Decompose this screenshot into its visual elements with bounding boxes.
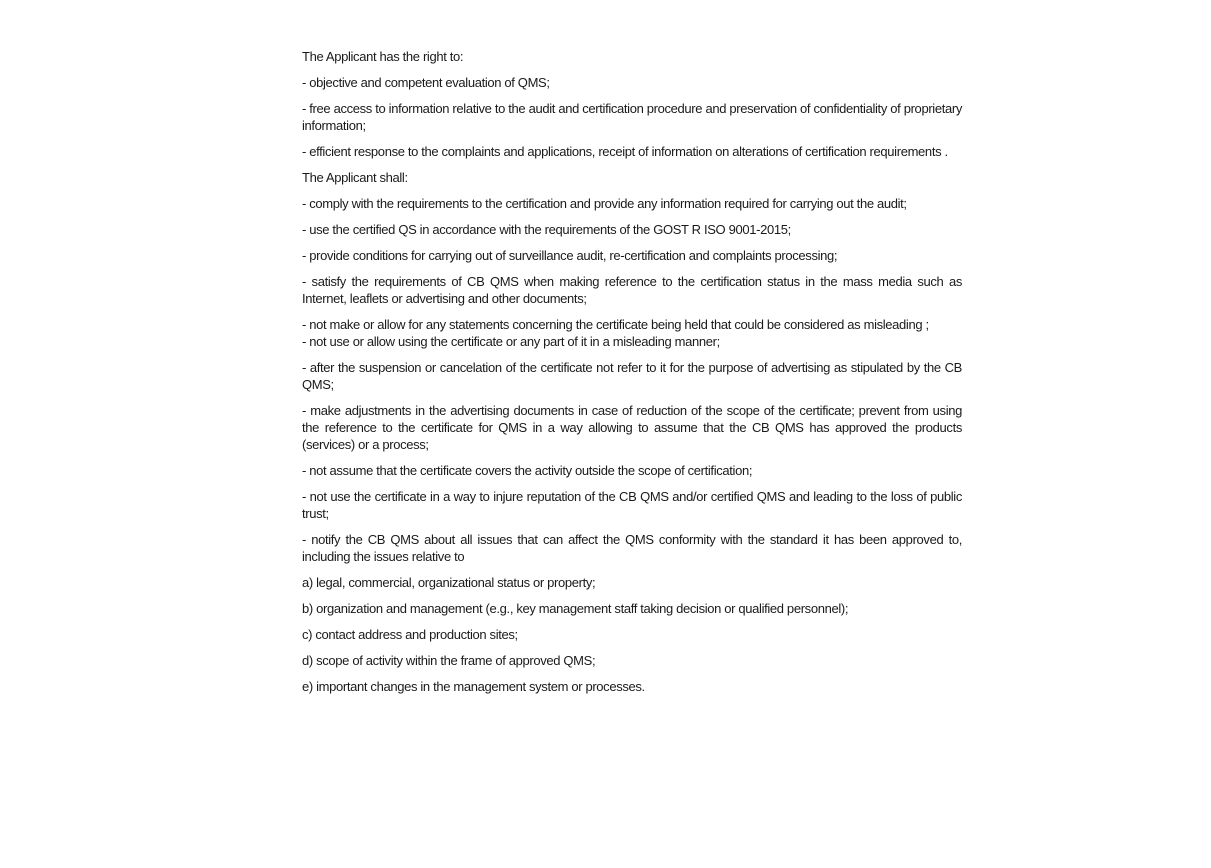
rights-heading: The Applicant has the right to: <box>302 49 464 64</box>
right-item: - efficient response to the complaints and applications, receipt of information on alterations of certification requirements . <box>302 144 948 159</box>
obligation-item: - comply with the requirements to the certification and provide any information required for carrying out the audit; <box>302 196 907 211</box>
obligation-item: - not make or allow for any statements concerning the certificate being held that could be considered as misleading ; <box>302 317 929 332</box>
sub-item: d) scope of activity within the frame of approved QMS; <box>302 653 596 668</box>
sub-item: b) organization and management (e.g., key management staff taking decision or qualified personnel); <box>302 601 849 616</box>
obligation-item: - use the certified QS in accordance with the requirements of the GOST R ISO 9001-2015; <box>302 222 791 237</box>
obligation-item: - notify the CB QMS about all issues that can affect the QMS conformity with the standard it has been approved to, including the issues relative to <box>302 532 962 564</box>
obligation-item: - after the suspension or cancelation of the certificate not refer to it for the purpose of advertising as stipulated by the CB QMS; <box>302 360 962 392</box>
obligation-item: - not use or allow using the certificate or any part of it in a misleading manner; <box>302 334 720 349</box>
obligation-item: - not use the certificate in a way to injure reputation of the CB QMS and/or certified QMS and leading to the loss of public trust; <box>302 489 962 521</box>
obligation-item: - provide conditions for carrying out of surveillance audit, re-certification and complaints processing; <box>302 248 838 263</box>
obligation-item: - make adjustments in the advertising documents in case of reduction of the scope of the certificate; prevent from using the reference to the certificate for QMS in a way allowing to assume that the CB QMS has approved the products (services) or a process; <box>302 403 962 452</box>
obligation-item: - satisfy the requirements of CB QMS when making reference to the certification status in the mass media such as Internet, leaflets or advertising and other documents; <box>302 274 962 306</box>
right-item: - objective and competent evaluation of QMS; <box>302 75 550 90</box>
obligations-heading: The Applicant shall: <box>302 170 408 185</box>
sub-item: a) legal, commercial, organizational status or property; <box>302 575 596 590</box>
document-page <box>302 48 962 704</box>
obligation-item: - not assume that the certificate covers the activity outside the scope of certification; <box>302 463 753 478</box>
sub-item: c) contact address and production sites; <box>302 627 518 642</box>
sub-item: e) important changes in the management system or processes. <box>302 679 645 694</box>
right-item: - free access to information relative to the audit and certification procedure and preservation of confidentiality of proprietary information; <box>302 101 962 133</box>
